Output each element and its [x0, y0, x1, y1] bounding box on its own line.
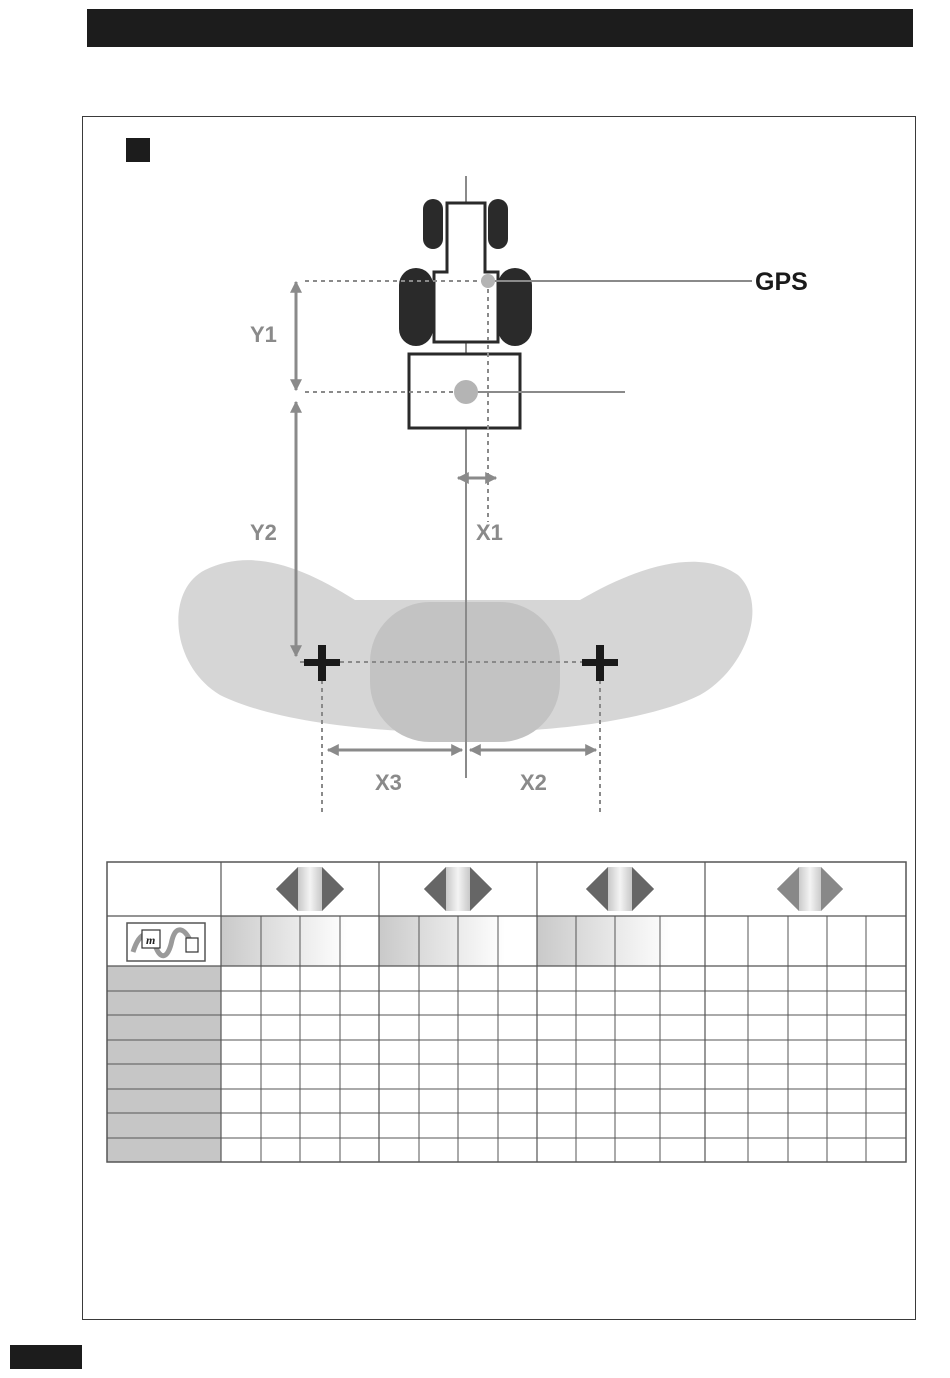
direction-arrows-icon: [276, 867, 344, 911]
direction-arrows-icon: [586, 867, 654, 911]
x3-label: X3: [375, 770, 402, 795]
rear-wheel-right: [498, 268, 532, 346]
y1-label: Y1: [250, 322, 277, 347]
front-wheel-left: [423, 199, 443, 249]
direction-arrows-icon: [777, 867, 843, 911]
x2-label: X2: [520, 770, 547, 795]
gps-point: [481, 274, 495, 288]
settings-table: [107, 862, 906, 1162]
spreading-pattern-icon: [127, 923, 205, 961]
y2-label: Y2: [250, 520, 277, 545]
gps-label: GPS: [755, 268, 808, 296]
front-wheel-right: [488, 199, 508, 249]
hopper-centre-point: [454, 380, 478, 404]
direction-arrows-icon: [424, 867, 492, 911]
x1-label: X1: [476, 520, 503, 545]
svg-text:m: m: [146, 933, 156, 947]
rear-wheel-left: [399, 268, 433, 346]
